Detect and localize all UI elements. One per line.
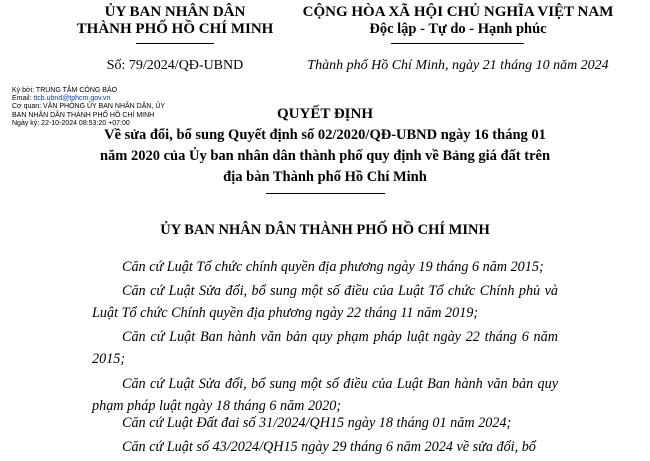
org-name-line1: ỦY BAN NHÂN DÂN: [104, 4, 246, 20]
legal-basis-2: Căn cứ Luật Sửa đổi, bổ sung một số điều của Luật Tổ chức Chính phủ và Luật Tổ chức Chính quyền địa phương ngày 22 tháng 11 năm 2019;: [92, 283, 558, 322]
signature-signer: Ký bởi: TRUNG TÂM CÔNG BÁO: [12, 87, 118, 94]
signature-email-link[interactable]: ttcb.ubnd@tphcm.gov.vn: [33, 95, 111, 103]
decision-heading: QUYẾT ĐỊNH: [277, 106, 373, 122]
national-title: CỘNG HÒA XÃ HỘI CHỦ NGHĨA VIỆT NAM: [302, 4, 614, 20]
national-motto: Độc lập - Tự do - Hạnh phúc: [369, 21, 547, 37]
place-and-date: Thành phố Hồ Chí Minh, ngày 21 tháng 10 năm 2024: [307, 58, 609, 73]
right-header-rule: [391, 43, 524, 44]
legal-basis-1: Căn cứ Luật Tổ chức chính quyền địa phương ngày 19 tháng 6 năm 2015;: [122, 259, 544, 275]
org-name-line2: THÀNH PHỐ HỒ CHÍ MINH: [76, 21, 274, 37]
issuing-authority: ỦY BAN NHÂN DÂN THÀNH PHỐ HỒ CHÍ MINH: [160, 222, 490, 238]
left-header-rule: [136, 43, 214, 44]
legal-basis-6: Căn cứ Luật số 43/2024/QH15 ngày 29 tháng 6 năm 2024 về sửa đổi, bổ: [122, 439, 536, 455]
title-rule: [266, 193, 385, 194]
legal-basis-4: Căn cứ Luật Sửa đổi, bổ sung một số điều của Luật Ban hành văn bản quy phạm pháp luật ngày 18 tháng 6 năm 2020;: [92, 376, 558, 415]
signature-agency-line2: BAN NHÂN DÂN THÀNH PHỐ HỒ CHÍ MINH: [12, 111, 155, 119]
document-number: Số: 79/2024/QĐ-UBND: [106, 58, 244, 73]
legal-basis-5: Căn cứ Luật Đất đai số 31/2024/QH15 ngày 18 tháng 01 năm 2024;: [122, 415, 512, 431]
legal-basis-3: Căn cứ Luật Ban hành văn bản quy phạm pháp luật ngày 22 tháng 6 năm 2015;: [92, 329, 558, 368]
decision-title-line2: năm 2020 của Ủy ban nhân dân thành phố quy định về Bảng giá đất trên: [99, 148, 551, 164]
signature-agency-line1: Cơ quan: VĂN PHÒNG ỦY BAN NHÂN DÂN, ỦY: [12, 103, 166, 111]
signature-date: Ngày ký: 22-10-2024 08:53:20 +07:00: [12, 119, 130, 127]
decision-title-line1: Về sửa đổi, bổ sung Quyết định số 02/2020/QĐ-UBND ngày 16 tháng 01: [104, 127, 546, 143]
signature-email-label: Email:: [12, 95, 34, 103]
decision-title-line3: địa bàn Thành phố Hồ Chí Minh: [223, 169, 427, 185]
